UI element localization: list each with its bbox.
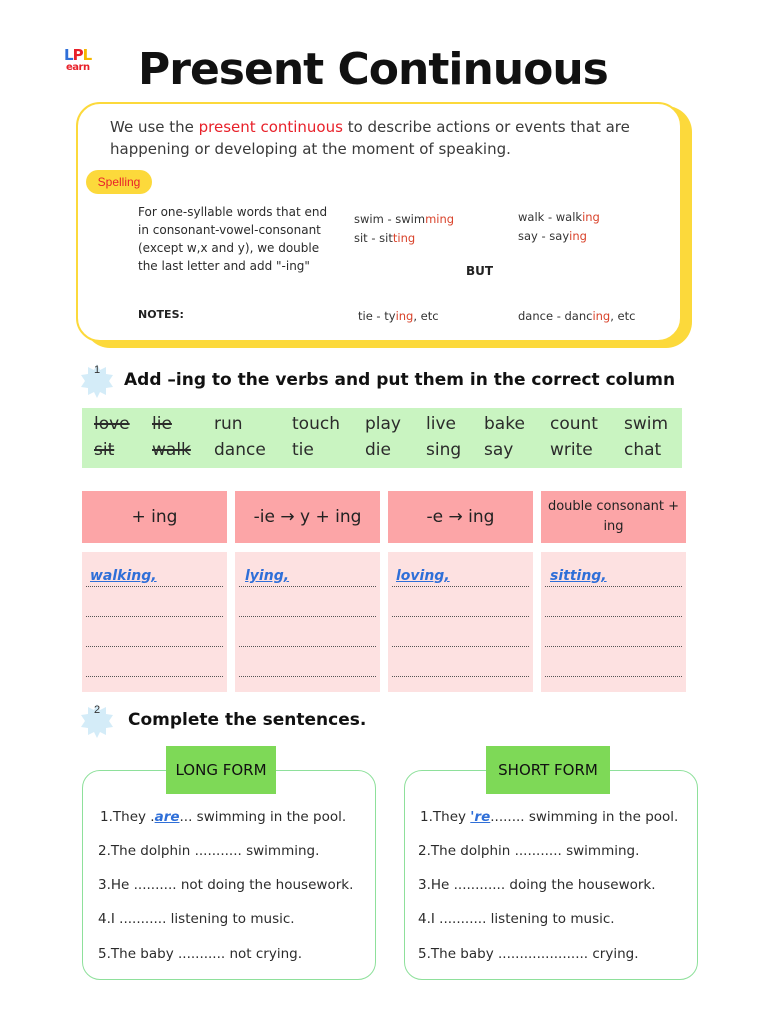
- long-sentence-3[interactable]: 3.He .......... not doing the housework.: [98, 877, 354, 893]
- verb: walk: [152, 440, 191, 460]
- verb: bake: [484, 414, 525, 434]
- answer-line[interactable]: [86, 676, 223, 677]
- verb: swim: [624, 414, 669, 434]
- intro-highlight: present continuous: [198, 118, 343, 136]
- short-sentence-5[interactable]: 5.The baby ..................... crying.: [418, 946, 639, 962]
- long-sentence-4[interactable]: 4.I ........... listening to music.: [98, 911, 295, 927]
- long-form-tag: LONG FORM: [166, 746, 276, 794]
- verb: sing: [426, 440, 462, 460]
- short-sentence-4[interactable]: 4.I ........... listening to music.: [418, 911, 615, 927]
- column-heading-double: double consonant + ing: [541, 491, 686, 543]
- answer-line[interactable]: [239, 586, 376, 587]
- verb: run: [214, 414, 243, 434]
- section-1-badge: [80, 364, 114, 398]
- section-2-title: Complete the sentences.: [128, 710, 367, 730]
- answer-line[interactable]: [392, 586, 529, 587]
- spelling-rule: For one-syllable words that end in consonant-vowel-consonant (except w,x and y), we double the last letter and add "-ing": [138, 205, 328, 273]
- answer-line[interactable]: [545, 586, 682, 587]
- short-form-tag: SHORT FORM: [486, 746, 610, 794]
- column-heading-e: -e → ing: [388, 491, 533, 543]
- logo-bottom: earn: [66, 62, 90, 73]
- verb: tie: [292, 440, 314, 460]
- section-1-number: 1: [93, 364, 101, 376]
- logo-top: LPL: [64, 46, 92, 64]
- intro-after: to describe actions or events that are happening or developing at the moment of speaking.: [110, 118, 630, 158]
- notes-example-2: dance - dancing, etc: [518, 309, 636, 323]
- section-2-number: 2: [93, 704, 101, 716]
- answer-line[interactable]: [545, 616, 682, 617]
- short-sentence-1[interactable]: 1.They 're........ swimming in the pool.: [420, 809, 679, 825]
- page-title: Present Continuous: [138, 44, 608, 95]
- long-sentence-1[interactable]: 1.They .are... swimming in the pool.: [100, 809, 347, 825]
- answer-line[interactable]: [86, 586, 223, 587]
- verb: lie: [152, 414, 172, 434]
- answer-line[interactable]: [239, 676, 376, 677]
- example-answer: lying,: [245, 568, 290, 584]
- but-label: BUT: [466, 264, 494, 278]
- verb: sit: [94, 440, 115, 460]
- answer-line[interactable]: [392, 616, 529, 617]
- verb-bank: [82, 408, 682, 468]
- verb: write: [550, 440, 593, 460]
- spelling-example-2: sit - sitting: [354, 231, 416, 245]
- verb: love: [94, 414, 130, 434]
- spelling-example-4: say - saying: [518, 229, 587, 243]
- answer-line[interactable]: [545, 646, 682, 647]
- section-2-badge: [80, 704, 114, 738]
- short-sentence-3[interactable]: 3.He ............ doing the housework.: [418, 877, 656, 893]
- logo: [64, 46, 112, 76]
- answer-line[interactable]: [392, 646, 529, 647]
- verb: play: [365, 414, 401, 434]
- answer-line[interactable]: [86, 646, 223, 647]
- answer-line[interactable]: [545, 676, 682, 677]
- verb: dance: [214, 440, 266, 460]
- notes-example-1: tie - tying, etc: [358, 309, 439, 323]
- verb: touch: [292, 414, 340, 434]
- answer-line[interactable]: [392, 676, 529, 677]
- spelling-example-3: walk - walking: [518, 210, 600, 224]
- short-sentence-2[interactable]: 2.The dolphin ........... swimming.: [418, 843, 640, 859]
- example-answer: walking,: [90, 568, 157, 584]
- notes-label: NOTES:: [138, 308, 184, 321]
- column-heading-ie-y: -ie → y + ing: [235, 491, 380, 543]
- long-sentence-5[interactable]: 5.The baby ........... not crying.: [98, 946, 303, 962]
- verb: chat: [624, 440, 662, 460]
- example-answer: loving,: [396, 568, 450, 584]
- answer-line[interactable]: [239, 646, 376, 647]
- intro-text: [110, 116, 670, 160]
- long-sentence-2[interactable]: 2.The dolphin ........... swimming.: [98, 843, 320, 859]
- verb: count: [550, 414, 598, 434]
- verb: say: [484, 440, 514, 460]
- column-heading-ing: + ing: [82, 491, 227, 543]
- answer-line[interactable]: [239, 616, 376, 617]
- intro-before: We use the: [110, 118, 199, 136]
- spelling-example-1: swim - swimming: [354, 212, 455, 226]
- verb: live: [426, 414, 456, 434]
- spelling-tag: Spelling: [86, 170, 152, 194]
- section-1-title: Add –ing to the verbs and put them in the correct column: [124, 370, 676, 390]
- example-answer: sitting,: [550, 568, 607, 584]
- answer-line[interactable]: [86, 616, 223, 617]
- verb: die: [365, 440, 391, 460]
